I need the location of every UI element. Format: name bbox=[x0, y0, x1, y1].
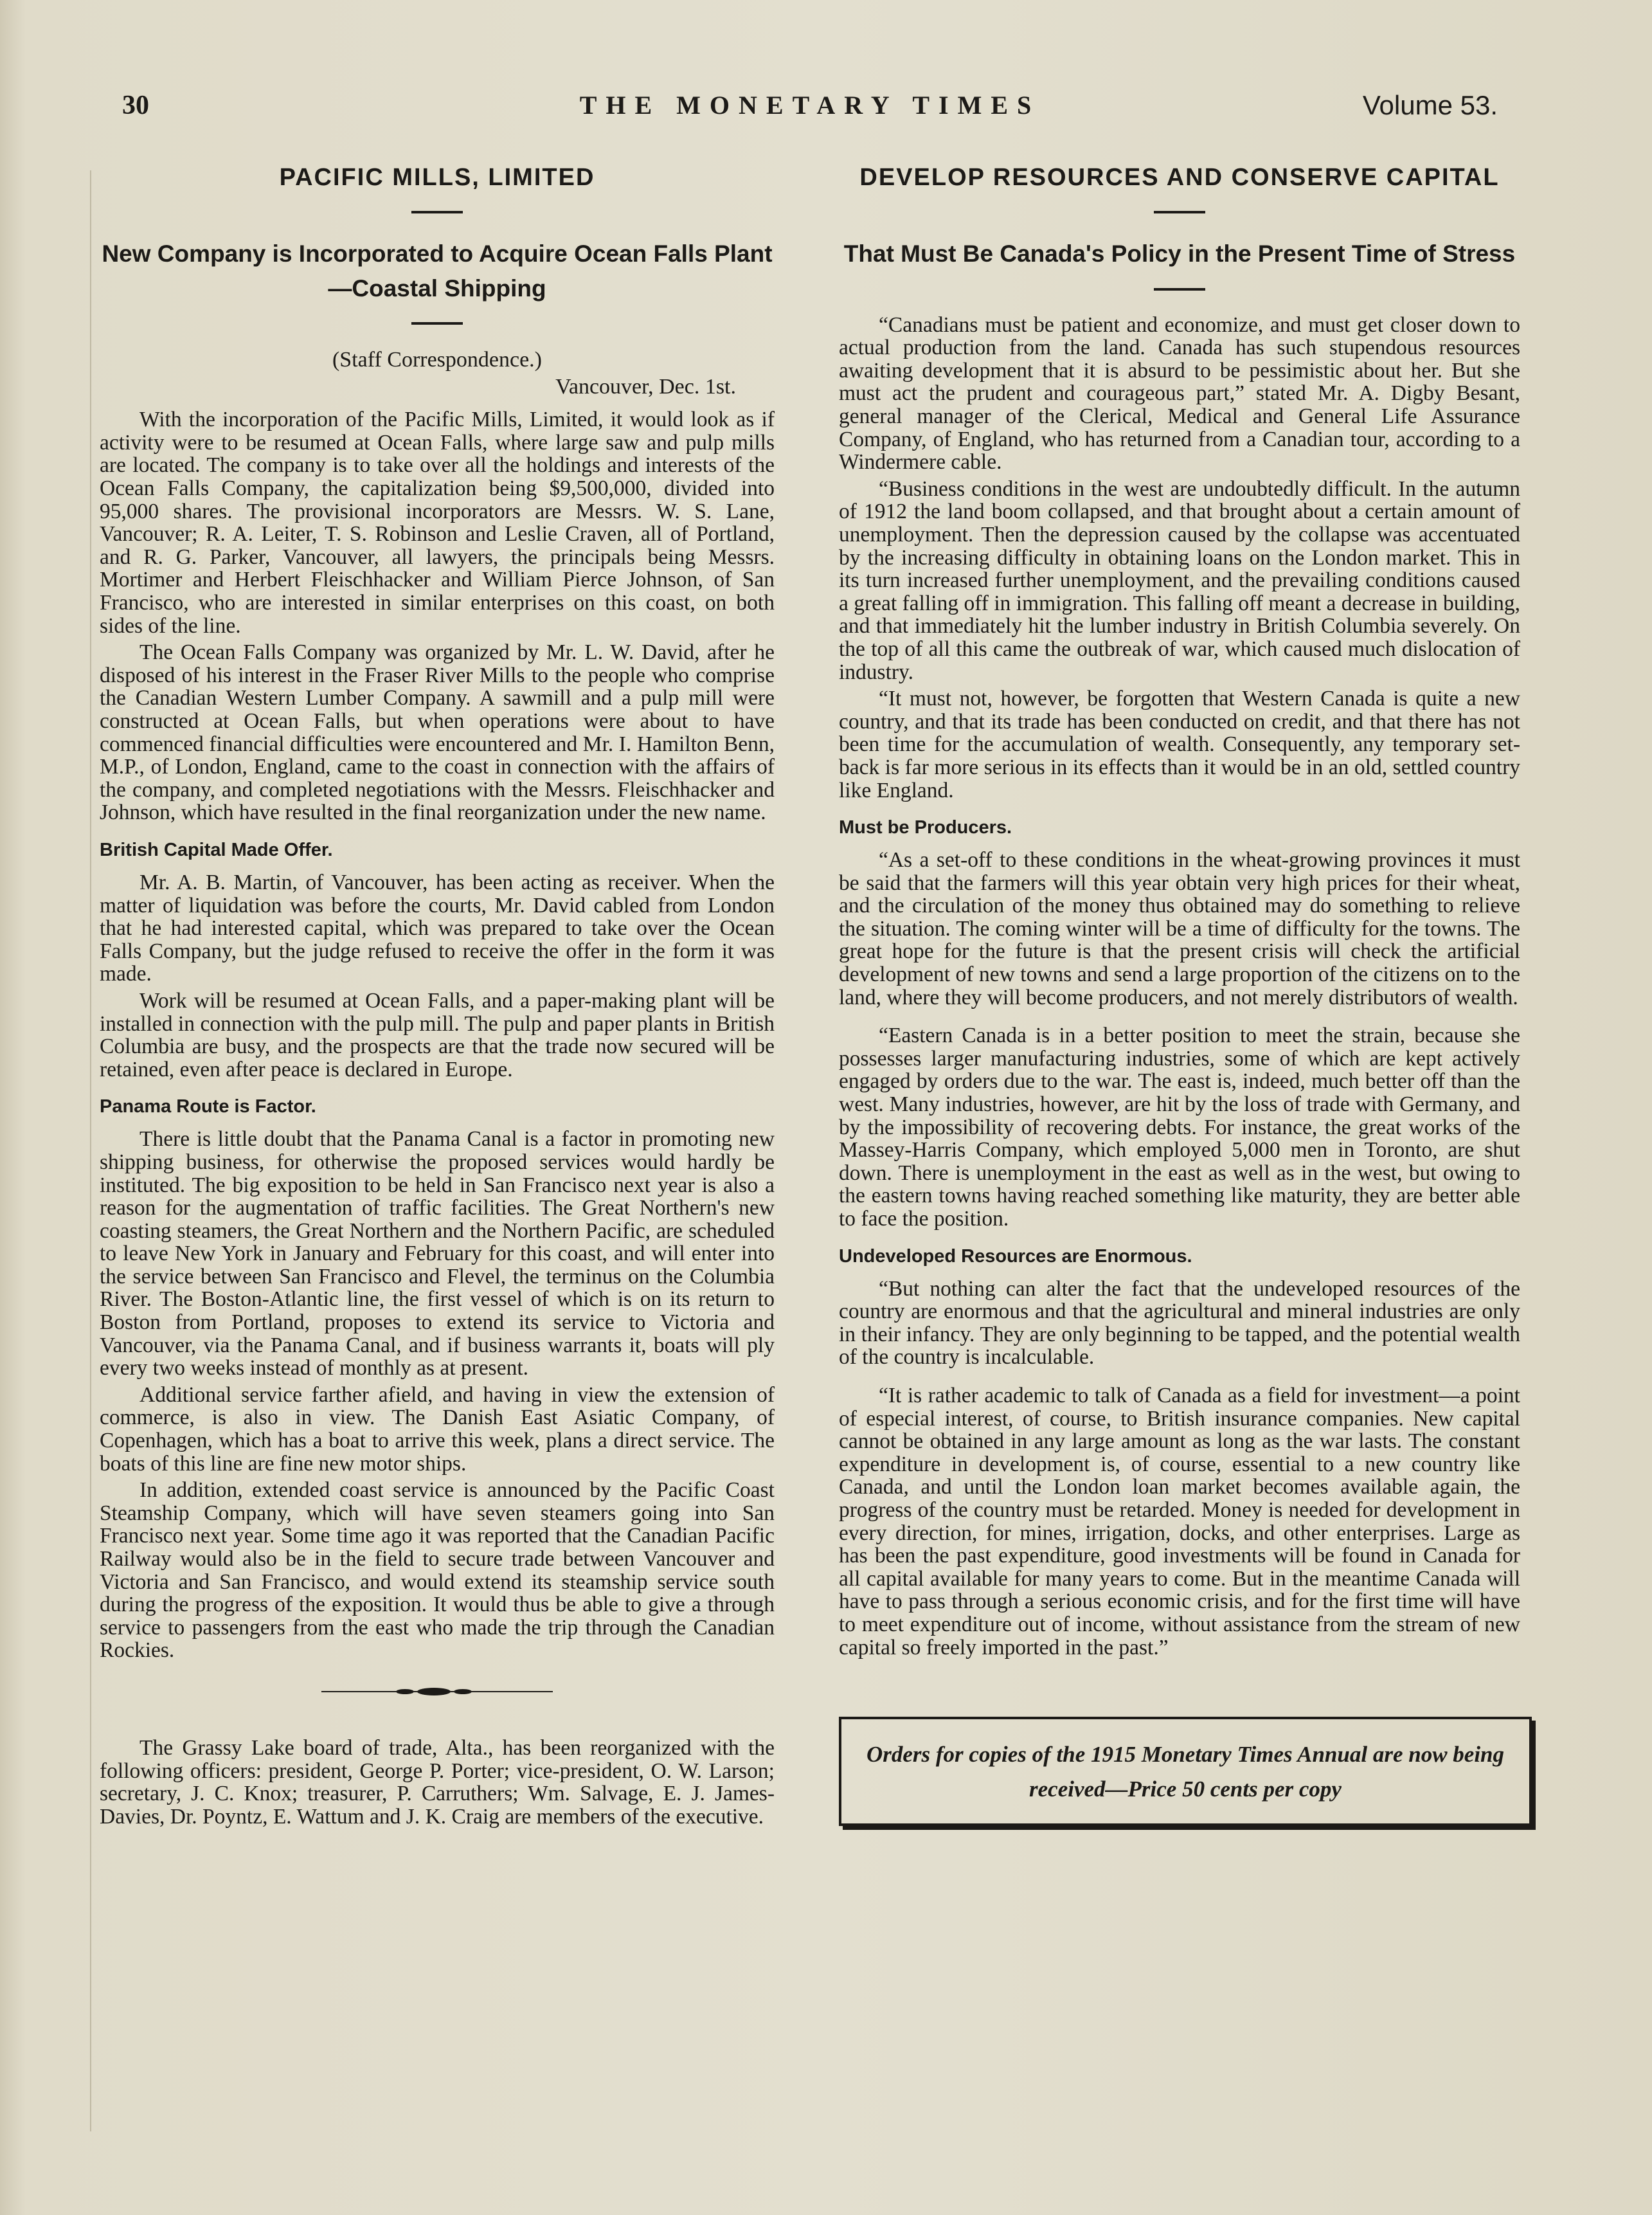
paragraph: “But nothing can alter the fact that the undeveloped resources of the country are enormous and that the agricultural and mineral industries are only in their infancy. They are only beginning to be tapped, and the potential wealth of the country is incalculable. bbox=[839, 1276, 1520, 1370]
subhead: Must be Producers. bbox=[839, 817, 1012, 838]
column-edge-rule bbox=[90, 170, 91, 2131]
paragraph: “As a set-off to these conditions in the wheat-growing provinces it must be said that the farmers will this year obtain very high prices for their wheat, and the circulation of the money thus obtained may do something to relieve the situation. The coming winter will be a time of difficulty for the towns. The great hope for the future is that the present crisis will check the artificial development of new towns and send a large proportion of the citizens on to the land, where they will become producers, and not merely distributors of wealth. bbox=[839, 848, 1520, 1009]
right-column bbox=[839, 164, 1520, 1826]
paragraph: There is little doubt that the Panama Canal is a factor in promoting new shipping business, for otherwise the proposed services would hardly be instituted. The big exposition to be held in San Francisco next year is also a reason for the augmentation of traffic facilities. The Great Northern's new coasting steamers, the Great Northern and the Northern Pacific, are scheduled to leave New York in January and February for this coast, and will enter into the service between San Francisco and Flevel, the terminus on the Columbia River. The Boston-Atlantic line, the first vessel of which is on its return to Boston from Portland, proposes to extend its service to Victoria and Vancouver, via the Panama Canal, and if business warrants it, boats will ply every two weeks instead of monthly as at present. bbox=[100, 1127, 775, 1380]
page-number: 30 bbox=[122, 91, 149, 120]
right-headline: DEVELOP RESOURCES AND CONSERVE CAPITAL bbox=[859, 164, 1500, 191]
ornamental-rule bbox=[321, 1685, 553, 1698]
paragraph: Additional service farther afield, and having in view the extension of commerce, is also in view. The Danish East Asiatic Company, of Copenhagen, which has a boat to arrive this week, plans a direct service. The boats of this line are fine new motor ships. bbox=[100, 1382, 775, 1476]
brief-paragraph: The Grassy Lake board of trade, Alta., has been reorganized with the following officers: president, George P. Porter; vice-president, O. W. Larson; secretary, J. C. Knox; treasurer, P. Carruthers; Wm. Salvage, E. J. James-Davies, Dr. Poyntz, E. Wattum and J. K. Craig are members of the executive. bbox=[100, 1735, 775, 1829]
paragraph: “Canadians must be patient and economize, and must get closer down to actual production from the land. Canada has such stupendous resources awaiting development that it is absurd to be pessimistic about her. But she must act the prudent and courageous part,” stated Mr. A. Digby Besant, general manager of the Clerical, Medical and General Life Assurance Company, of England, who has returned from a Canadian tour, according to a Windermere cable. bbox=[839, 312, 1520, 475]
deck-rule bbox=[411, 322, 463, 325]
left-deck: New Company is Incorporated to Acquire Ocean Falls Plant—Coastal Shipping bbox=[102, 240, 773, 302]
journal-title: THE MONETARY TIMES bbox=[579, 91, 1041, 120]
paragraph: With the incorporation of the Pacific Mills, Limited, it would look as if activity were to be resumed at Ocean Falls, where large saw and pulp mills are located. The company is to take over all the holdings and interests of the Ocean Falls Company, the capitalization being $9,500,000, divided into 95,000 shares. The provisional incorporators are Messrs. W. S. Lane, Vancouver; R. A. Leiter, T. S. Robinson and Leslie Craven, all of Portland, and R. G. Parker, Vancouver, all lawyers, the principals being Messrs. Mortimer and Herbert Fleischhacker and William Pierce Johnson, of San Francisco, who are interested in similar enterprises on this coast, on both sides of the line. bbox=[100, 408, 775, 638]
subhead: British Capital Made Offer. bbox=[100, 839, 333, 860]
volume-label: Volume 53. bbox=[1362, 90, 1498, 120]
headline-rule bbox=[411, 211, 463, 213]
paragraph: In addition, extended coast service is announced by the Pacific Coast Steamship Company, which will have seven steamers going into San Francisco next year. Some time ago it was reported that the Canadian Pacific Railway would also be in the field to secure trade between Vancouver and Victoria and San Francisco, and would extend its steamship service south during the progress of the exposition. It would thus be able to give a through service to passengers from the east who made the trip through the Canadian Rockies. bbox=[100, 1478, 775, 1663]
left-column bbox=[100, 164, 775, 1832]
subhead: Undeveloped Resources are Enormous. bbox=[839, 1245, 1192, 1267]
paragraph: “It is rather academic to talk of Canada as a field for investment—a point of especial interest, of course, to British insurance companies. New capital cannot be obtained in any large amount as long as the war lasts. The constant expenditure in development is, of course, essential to a new country like Canada, and until the London loan market becomes available again, the progress of the country must be retarded. Money is needed for development in every direction, for mines, irrigation, docks, and other enterprises. Large as has been the past expenditure, good investments will be found in Canada for all capital available for many years to come. But in the meantime Canada will have to pass through a serious economic crisis, and for the first time will have to meet expenditure out of income, without assistance from the stream of new capital so freely imported in the past.” bbox=[839, 1383, 1520, 1659]
paragraph: The Ocean Falls Company was organized by Mr. L. W. David, after he disposed of his interest in the Fraser River Mills to the people who comprise the Canadian Western Lumber Company. A sawmill and a pulp mill were constructed at Ocean Falls, but when operations were about to have commenced financial difficulties were encountered and Mr. I. Hamilton Benn, M.P., of London, England, came to the coast in connection with the affairs of the company, and completed negotiations with the Messrs. Fleischhacker and Johnson, which have resulted in the final reorganization under the new name. bbox=[100, 640, 775, 825]
left-headline: PACIFIC MILLS, LIMITED bbox=[279, 164, 595, 191]
paragraph: Mr. A. B. Martin, of Vancouver, has been acting as receiver. When the matter of liquidation was before the courts, Mr. David cabled from London that he had interested capital, which was prepared to take over the Ocean Falls Company, but the judge refused to receive the offer in the form it was made. bbox=[100, 870, 775, 986]
deck-rule bbox=[1154, 288, 1205, 291]
paragraph: “Eastern Canada is in a better position to meet the strain, because she possesses larger manufacturing industries, some of which are kept actively engaged by orders due to the war. The east is, indeed, much better off than the west. Many industries, however, are hit by the loss of trade with Germany, and by the impossibility of recovering debts. For instance, the great works of the Massey-Harris Company, which employed 5,000 men in Toronto, are shut down. There is unemployment in the east as well as in the west, but owing to the eastern towns having reached something like maturity, they are better able to face the position. bbox=[839, 1024, 1520, 1231]
subhead: Panama Route is Factor. bbox=[100, 1096, 316, 1117]
annual-order-notice: Orders for copies of the 1915 Monetary Times Annual are now being received—Price 50 cents per copy bbox=[839, 1717, 1532, 1826]
right-deck: That Must Be Canada's Policy in the Present Time of Stress bbox=[843, 240, 1516, 267]
running-head bbox=[122, 90, 1498, 129]
paragraph: Work will be resumed at Ocean Falls, and a paper-making plant will be installed in connection with the pulp mill. The pulp and paper plants in British Columbia are busy, and the prospects are that the trade now secured will be retained, even after peace is declared in Europe. bbox=[100, 988, 775, 1081]
headline-rule bbox=[1154, 211, 1205, 213]
dateline: Vancouver, Dec. 1st. bbox=[555, 375, 736, 399]
paragraph: “It must not, however, be forgotten that Western Canada is quite a new country, and that its trade has been conducted on credit, and that there has not been time for the accumulation of wealth. Consequently, any temporary set-back is far more serious in its effects than it would be in an old, settled country like England. bbox=[839, 687, 1520, 802]
byline: (Staff Correspondence.) bbox=[332, 348, 543, 372]
paragraph: “Business conditions in the west are undoubtedly difficult. In the autumn of 1912 the land boom collapsed, and that brought about a certain amount of unemployment. Then the depression caused by the collapse was accentuated by the increasing difficulty in obtaining loans on the London market. This in its turn increased further unemployment, and the prevailing conditions caused a great falling off in immigration. This falling off meant a decrease in building, and that immediately hit the lumber industry in British Columbia severely. On the top of all this came the outbreak of war, which caused much dislocation of industry. bbox=[839, 476, 1520, 684]
